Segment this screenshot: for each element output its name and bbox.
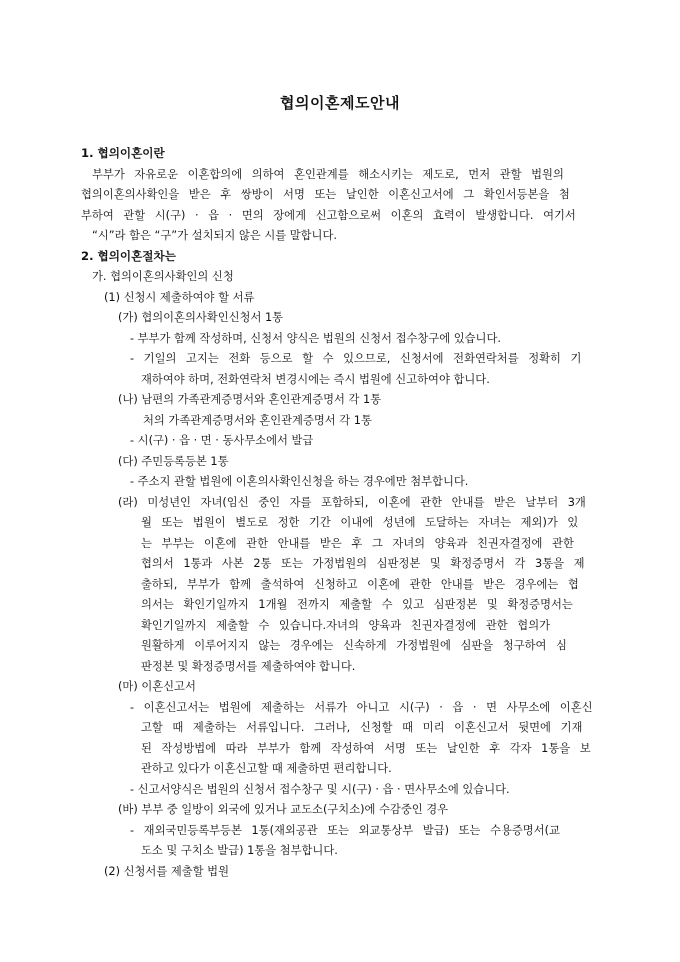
text-line: (라) 미성년인 자녀(임신 중인 자를 포함하되, 이혼에 관한 안내를 받은 날부터 3개 [118,495,586,509]
text-line: 협의서 1통과 사본 2통 또는 가정법원의 심판정본 및 확정증명서 각 3통을 제 [141,557,585,570]
document-title: 협의이혼제도안내 [280,94,400,112]
text-line: (가) 협의이혼의사확인신청서 1통 [118,311,284,324]
text-line: 출하되, 부부가 함께 출석하여 신청하고 이혼에 관한 안내를 받은 경우에는 협 [141,577,579,591]
text-line: 협의이혼의사확인을 받은 후 쌍방이 서명 또는 날인한 이혼신고서에 그 확인서등본을 첨 [81,188,570,201]
section-heading: 1. 협의이혼이란 [81,146,165,160]
text-line: - 시(구) · 읍 · 면 · 동사무소에서 발급 [130,434,314,447]
text-line: (2) 신청서를 제출할 법원 [104,864,229,878]
text-line: 월 또는 법원이 별도로 정한 기간 이내에 성년에 도달하는 자녀는 제외)가 있 [141,516,579,529]
text-line: “시”라 함은 “구”가 설치되지 않은 시를 말합니다. [92,229,337,242]
text-line: 고할 때 제출하는 서류입니다. 그러나, 신청할 때 미리 이혼신고서 뒷면에 기재 [141,721,583,734]
text-line: 원활하게 이루어지지 않는 경우에는 신속하게 가정법원에 심판을 청구하여 심 [141,639,567,652]
text-line: - 재외국민등록부등본 1통(재외공관 또는 외교통상부 발급) 또는 수용증명서(교 [130,823,560,837]
text-line: 판정본 및 확정증명서를 제출하여야 합니다. [141,659,356,673]
text-line: 부하여 관할 시(구) · 읍 · 면의 장에게 신고함으로써 이혼의 효력이 발생합니다. 여기서 [81,208,576,222]
text-line: - 신고서양식은 법원의 신청서 접수창구 및 시(구) · 읍 · 면사무소에 있습니다. [130,782,510,796]
text-line: 의서는 확인기일까지 1개월 전까지 제출할 수 있고 심판정본 및 확정증명서는 [141,598,573,611]
text-line: 가. 협의이혼의사확인의 신청 [92,270,234,283]
text-line: (1) 신청시 제출하여야 할 서류 [104,290,255,304]
text-line: 재하여야 하며, 전화연락처 변경시에는 즉시 법원에 신고하여야 합니다. [141,372,490,386]
text-line: - 기일의 고지는 전화 등으로 할 수 있으므로, 신청서에 전화연락처를 정확히 기 [130,352,582,365]
text-line: 부부가 자유로운 이혼합의에 의하여 혼인관계를 해소시키는 제도로, 먼저 관할 법원의 [92,167,564,181]
text-line: 도소 및 구치소 발급) 1통을 첨부합니다. [141,844,338,857]
text-line: 는 부부는 이혼에 관한 안내를 받은 후 그 자녀의 양육과 친권자결정에 관한 [141,536,574,550]
text-line: - 부부가 함께 작성하며, 신청서 양식은 법원의 신청서 접수창구에 있습니다. [130,331,501,345]
text-line: (마) 이혼신고서 [118,680,196,693]
text-line: 된 작성방법에 따라 부부가 함께 작성하여 서명 또는 날인한 후 각자 1통을 보 [141,741,591,755]
text-line: (다) 주민등록등본 1통 [118,454,229,468]
text-line: (바) 부부 중 일방이 외국에 있거나 교도소(구치소)에 수감중인 경우 [118,803,449,816]
section-heading: 2. 협의이혼절차는 [81,248,176,263]
text-line: 확인기일까지 제출할 수 있습니다.자녀의 양육과 친권자결정에 관한 협의가 [141,618,551,632]
text-line: 처의 가족관계증명서와 혼인관계증명서 각 1통 [143,413,372,427]
text-line: - 주소지 관할 법원에 이혼의사확인신청을 하는 경우에만 첨부합니다. [130,475,469,488]
text-line: (나) 남편의 가족관계증명서와 혼인관계증명서 각 1통 [118,393,382,406]
text-line: - 이혼신고서는 법원에 제출하는 서류가 아니고 시(구) · 읍 · 면 사무소에 이혼신 [130,700,593,714]
text-line: 관하고 있다가 이혼신고할 때 제출하면 편리합니다. [141,762,392,775]
